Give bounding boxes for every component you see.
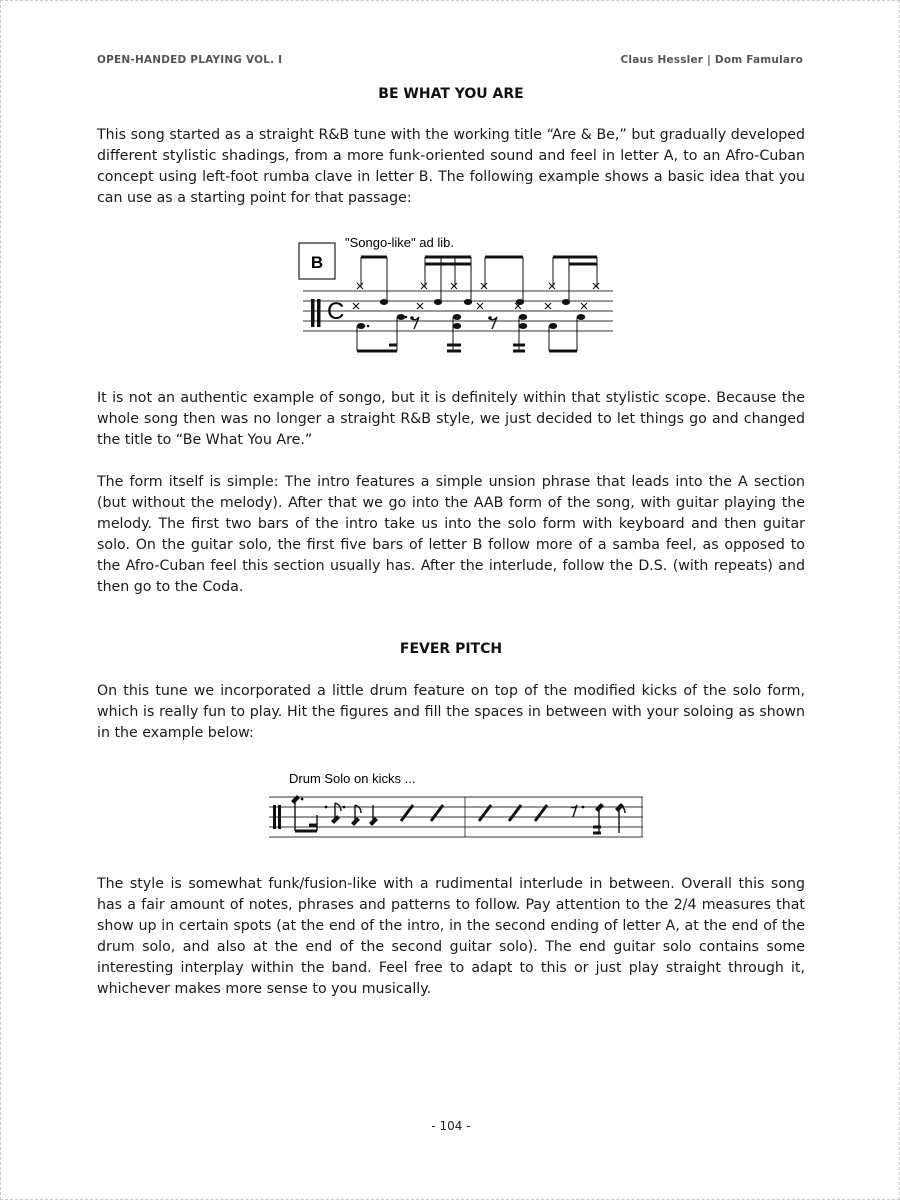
section-title-be-what-you-are: BE WHAT YOU ARE <box>378 86 524 102</box>
drum-solo-annotation: Drum Solo on kicks ... <box>289 771 416 786</box>
running-header-authors: Claus Hessler | Dom Famularo <box>620 54 803 66</box>
solo-percussion-clef <box>273 805 276 829</box>
opening-rhythm-stems <box>295 799 373 831</box>
opening-rhythm-flags <box>335 803 361 813</box>
cymbal-x-noteheads <box>353 283 599 309</box>
lower-voice-beams <box>357 345 577 351</box>
section-title-fever-pitch: FEVER PITCH <box>399 641 503 657</box>
running-header-title: OPEN-HANDED PLAYING VOL. I <box>97 54 283 66</box>
drum-solo-notation-example <box>263 763 651 849</box>
opening-rhythm-beams <box>295 825 317 831</box>
closing-rhythm-noteheads <box>582 803 624 812</box>
paragraph-intro-fever-pitch: On this tune we incorporated a little drum feature on top of the modified kicks of the solo form, which is really fun to play. Hit the figures and fill the spaces in between with your soloing as shown in the example below: <box>97 683 805 741</box>
paragraph-songo-note: It is not an authentic example of songo, but it is definitely within that stylistic scope. Because the whole song then was no longer a straight R&B style, we just decided to let things go and changed the title to “Be What You Are.” <box>97 390 805 448</box>
upper-voice-stems <box>361 257 597 301</box>
time-signature: C <box>327 298 345 325</box>
paragraph-intro-be-what-you-are: This song started as a straight R&B tune with the working title “Are & Be,” but gradually developed different stylistic shadings, from a more funk-oriented sound and feel in letter A, to an Afro-Cuban concept using left-foot rumba clave in letter B. The following example shows a basic idea that you can use as a starting point for that passage: <box>97 127 805 206</box>
page-number: - 104 - <box>431 1119 471 1133</box>
paragraph-form-description: The form itself is simple: The intro features a simple unsion phrase that leads into the A section (but without the melody). After that we go into the AAB form of the song, with guitar playing the melody. The first two bars of the intro take us into the solo form with keyboard and then guitar solo. On the guitar solo, the first five bars of letter B follow more of a samba feel, as opposed to the Afro-Cuban feel this section usually has. After the interlude, follow the D.S. (with repeats) and then go to the Coda. <box>97 474 805 595</box>
paragraph-style-description: The style is somewhat funk/fusion-like with a rudimental interlude in between. Overall this song has a fair amount of notes, phrases and patterns to follow. Pay attention to the 2/4 measures that show up in certain spots (at the end of the intro, in the second ending of letter A, at the end of the drum solo, and also at the end of the second guitar solo). The end guitar solo contains some interesting interplay within the band. Feel free to adapt to this or just play straight through it, whichever makes more sense to you musically. <box>97 876 805 997</box>
percussion-clef <box>311 299 315 327</box>
upper-filled-noteheads <box>380 299 570 305</box>
upper-voice-beams <box>361 257 597 264</box>
closing-rhythm-beams <box>593 827 601 833</box>
solo-staff-lines <box>269 797 643 837</box>
songo-notation-example <box>291 229 621 361</box>
rehearsal-mark-letter: B <box>310 253 324 272</box>
songo-annotation: "Songo-like" ad lib. <box>345 235 454 250</box>
lower-voice-noteheads <box>357 314 585 329</box>
